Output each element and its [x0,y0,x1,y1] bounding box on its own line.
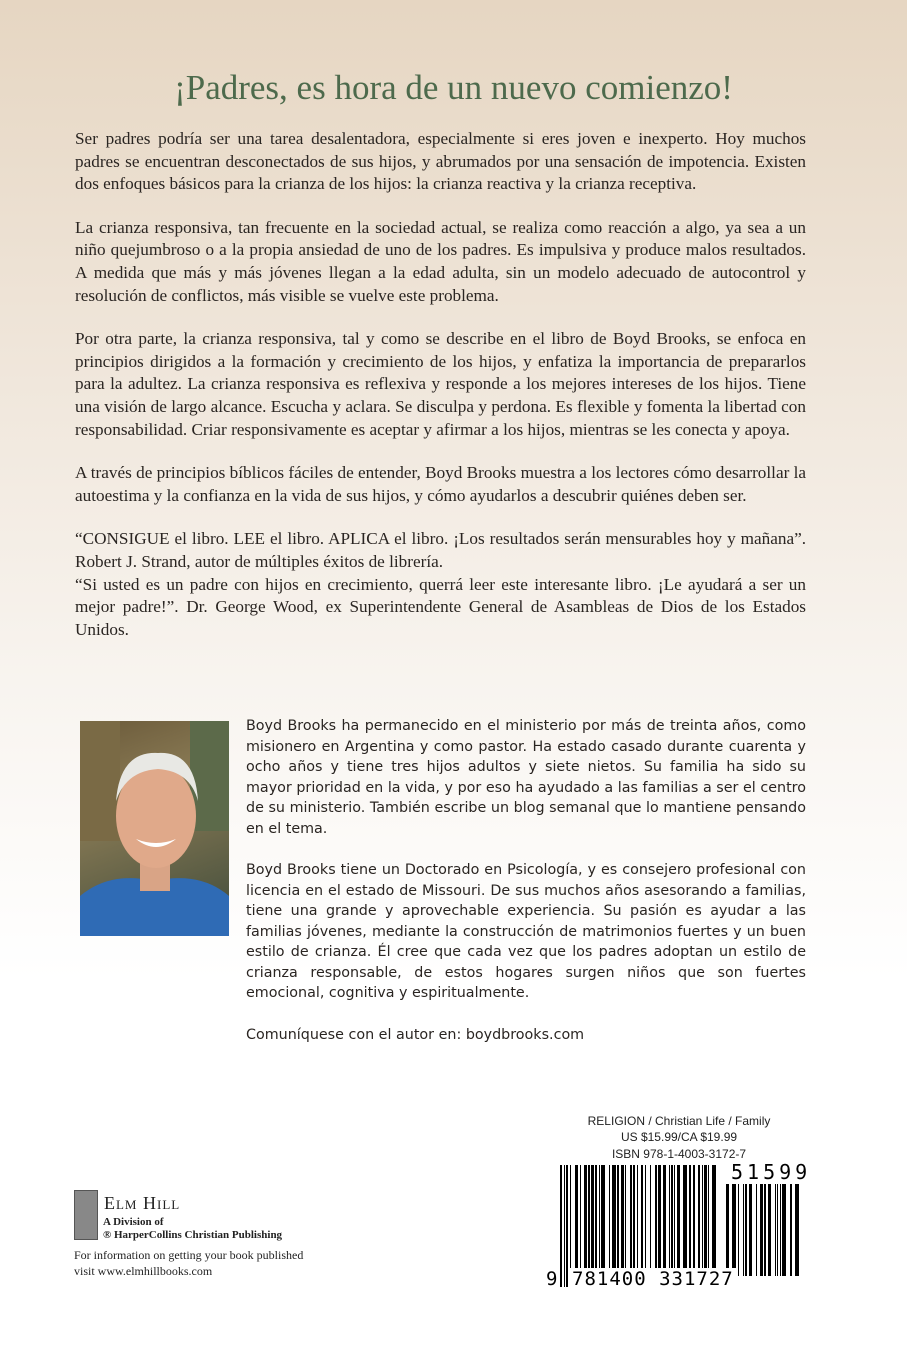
barcode-bar [780,1184,781,1276]
bio-paragraph: Boyd Brooks tiene un Doctorado en Psicología, y es consejero profesional con licencia en el estado de Missouri. De sus muchos años asesorando a familias, tiene una grande y aprovechable experiencia. Su pasión es ayudar a las familias jóvenes, mediante la construcción de matrimonios fuertes y un buen estilo de crianza. Él cree que cada vez que los padres adoptan un estilo de crianza responsable, de estos hogares surgen niños que son fuertes emocional, cognitiva y espiritualmente. [246,862,806,1001]
endorsement-quote: “CONSIGUE el libro. LEE el libro. APLICA el libro. ¡Los resultados serán mensurables hoy y mañana”. Robert J. Strand, autor de múltiples éxitos de librería. [75,529,806,571]
publisher-info-line: For information on getting your book published [74,1248,304,1262]
isbn: ISBN 978-1-4003-3172-7 [611,1147,747,1161]
paragraph: La crianza responsiva, tan frecuente en la sociedad actual, se realiza como reacción a algo, ya sea a un niño quejumbroso o a la propia ansiedad de uno de los padres. Es impulsiva y produce malos resultados. A medida que más y más jóvenes llegan a la edad adulta, sin un modelo adecuado de autocontrol y resolución de conflictos, más visible se vuelve este problema. [75,217,806,305]
price-barcode [726,1184,802,1276]
paragraph: A través de principios bíblicos fáciles de entender, Boyd Brooks muestra a los lectores cómo desarrollar la autoestima y la confianza en la vida de sus hijos, y cómo ayudarlos a descubrir quiénes deben ser. [75,463,806,505]
parent-company: ® HarperCollins Christian Publishing [103,1229,283,1241]
headline: ¡Padres, es hora de un nuevo comienzo! [174,68,733,107]
barcode-bar [756,1184,757,1276]
barcode-bar [745,1184,747,1276]
paragraph: Ser padres podría ser una tarea desalentadora, especialmente si eres joven e inexperto. Hoy muchos padres se encuentran desconectados de sus hijos, y abrumados por una sensación de impotencia. Existen dos enfoques básicos para la crianza de los hijos: la crianza reactiva y la crianza receptiva. [75,129,806,194]
barcode-bar [560,1165,562,1287]
author-bio [246,716,806,1066]
author-contact: Comuníquese con el autor en: boydbrooks.com [246,1026,585,1043]
barcode-bar [738,1184,739,1276]
publisher-name: Elm Hill [104,1193,181,1213]
category: RELIGION / Christian Life / Family [587,1114,771,1128]
barcode-bar [768,1184,771,1276]
barcode-bar [777,1184,778,1276]
barcode-bar [795,1184,799,1276]
author-photo [80,721,229,936]
barcode-bar [782,1184,786,1276]
publisher-division [103,1216,282,1242]
barcode-bar [726,1184,729,1276]
description [75,128,806,641]
barcode-bar [732,1184,736,1276]
barcode-bar [743,1184,744,1276]
barcode-block [546,1108,812,1298]
barcode-bar [775,1184,776,1276]
barcode-bar [764,1184,766,1276]
barcode-bar [749,1184,752,1276]
barcode-bar [564,1165,565,1287]
barcode-lead-digit: 9 [546,1268,559,1290]
publisher-info [74,1247,303,1279]
barcode-addon: 51599 [731,1160,812,1184]
price: US $15.99/CA $19.99 [620,1130,738,1144]
bio-paragraph: Boyd Brooks ha permanecido en el ministerio por más de treinta años, como misionero en Argentina y como pastor. Ha estado casado durante cuarenta y ocho años y tiene tres hijos adultos y siete nietos. Su familia ha sido su mayor prioridad en la vida, y por eso ha ayudado a las familias a ser el centro de su ministerio. También escribe un blog semanal que lo mantiene pensando en el tema. [246,718,806,837]
paragraph: Por otra parte, la crianza responsiva, tal y como se describe en el libro de Boyd Brooks, se enfoca en principios dirigidos a la formación y crecimiento de los hijos, y enfatiza la importancia de prepararlos para la adultez. La crianza responsiva es reflexiva y responde a los mejores intereses de los hijos. Tiene una visión de largo alcance. Escucha y aclara. Se disculpa y perdona. Es flexible y fomenta la libertad con responsabilidad. Criar responsivamente es aceptar y afirmar a los hijos, mientras se les conecta y apoya. [75,329,806,439]
barcode-bar [760,1184,763,1276]
barcode-bar [566,1165,568,1287]
elm-tree-icon [74,1190,98,1240]
publisher-website: visit www.elmhillbooks.com [74,1264,213,1278]
barcode-digits: 781400 331727 [572,1268,734,1290]
barcode-bar [790,1184,792,1276]
division-label: A Division of [103,1216,164,1228]
endorsement-quote: “Si usted es un padre con hijos en crecimiento, querrá leer este interesante libro. ¡Le ayudará a ser un mejor padre!”. Dr. George Wood, ex Superintendente General de Asambleas de Dios de los Estados Unidos. [75,574,806,639]
